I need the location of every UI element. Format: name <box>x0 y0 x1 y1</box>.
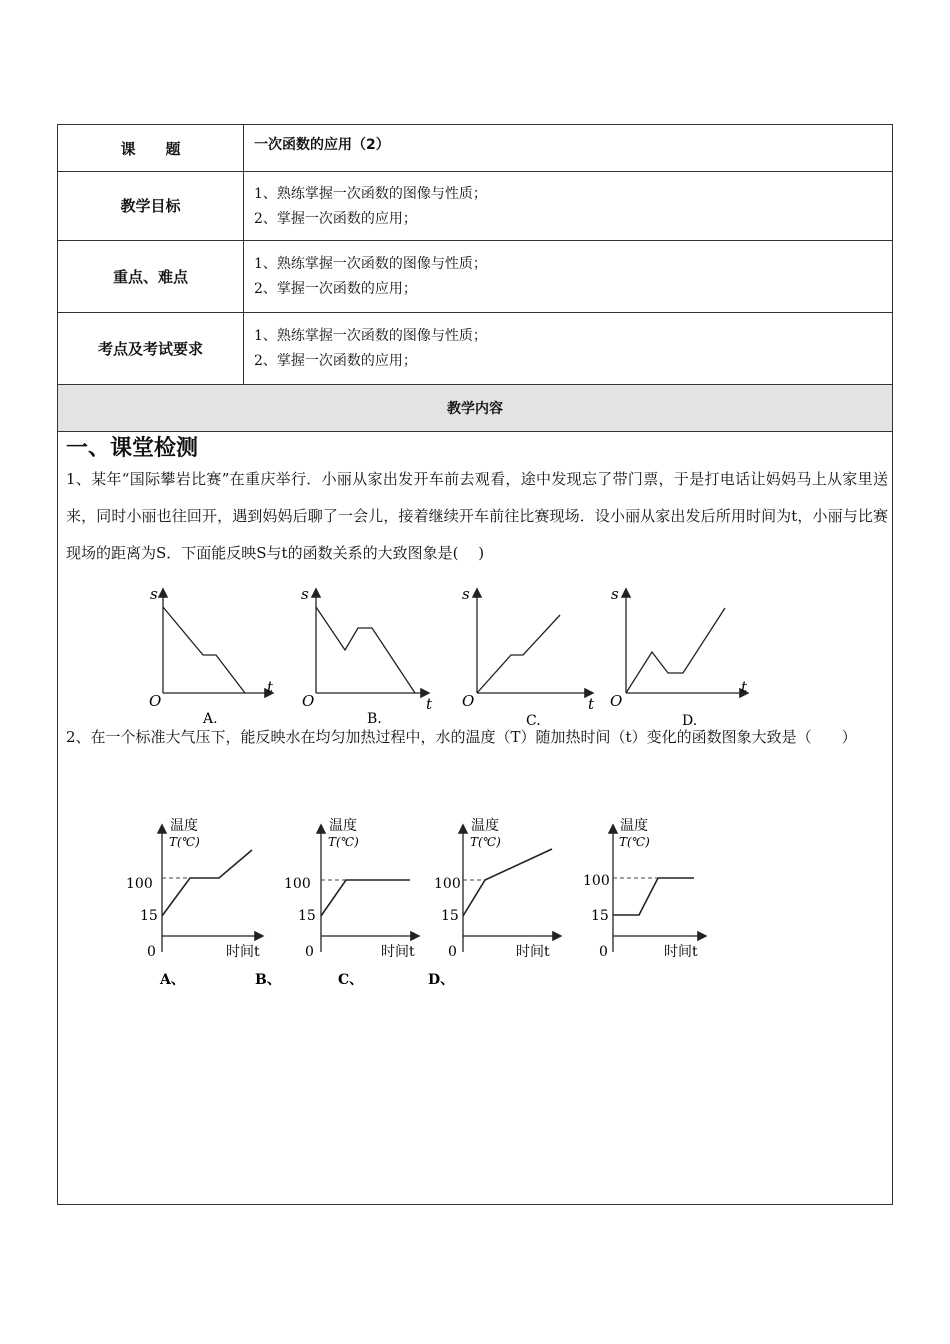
question-1-text: 1、某年“国际攀岩比赛”在重庆举行．小丽从家出发开车前去观看，途中发现忘了带门票，于是打电话让妈妈马上从家里送来，同时小丽也往回开，遇到妈妈后聊了一会儿，接着继续开车前往比赛现场．设小丽从家出发后所用时间为t，小丽与比赛现场的距离为S．下面能反映S与t的函数关系的大致图象是( ) <box>66 470 888 562</box>
topic-label: 课 题 <box>120 139 181 158</box>
content-header: 教学内容 <box>58 385 892 431</box>
x-title: 时间t <box>381 944 415 960</box>
objectives-value <box>254 182 487 232</box>
tick-100: 100 <box>583 873 610 889</box>
tick-15: 15 <box>298 908 316 924</box>
graph-line <box>316 607 415 693</box>
q1-graph-d <box>610 585 748 729</box>
x-title: 时间t <box>664 944 698 960</box>
y-title: 温度 <box>471 818 499 834</box>
q1-graph-b <box>301 585 433 727</box>
q1-graph-c <box>462 585 595 729</box>
objectives-label: 教学目标 <box>120 197 181 215</box>
graph-line <box>321 880 410 916</box>
axis-s-label: s <box>611 585 619 603</box>
graph-line <box>613 878 694 915</box>
tick-15: 15 <box>441 908 459 924</box>
exam-requirements-label: 考点及考试要求 <box>97 339 203 358</box>
x-title: 时间t <box>226 944 260 960</box>
option-d-label: D、 <box>428 972 455 988</box>
option-a-label: A. <box>203 711 218 727</box>
objective-line: 1、熟练掌握一次函数的图像与性质； <box>254 186 487 202</box>
q2-graph-a <box>126 817 262 988</box>
axis-t-label: t <box>741 678 748 696</box>
y-unit: T(℃) <box>619 835 650 849</box>
tick-100: 100 <box>284 876 311 892</box>
x-title: 时间t <box>516 944 550 960</box>
y-title: 温度 <box>170 818 198 834</box>
y-title: 温度 <box>620 818 648 834</box>
axis-t-label: t <box>426 695 433 713</box>
option-b-label: B. <box>367 711 382 727</box>
origin-label: O <box>610 692 623 710</box>
y-unit: T(℃) <box>328 835 359 849</box>
axis-t-label: t <box>267 678 274 696</box>
origin-label: O <box>149 692 162 710</box>
origin-label: 0 <box>448 944 457 960</box>
option-c-label: C. <box>526 713 541 729</box>
graph-line <box>163 607 245 693</box>
exam-requirements-value <box>254 324 487 374</box>
option-a-label: A、 <box>160 972 185 988</box>
axis-s-label: s <box>150 585 158 603</box>
origin-label: 0 <box>147 944 156 960</box>
option-c-label: C、 <box>338 972 364 988</box>
axis-s-label: s <box>301 585 309 603</box>
tick-15: 15 <box>140 908 158 924</box>
axis-t-label: t <box>588 695 595 713</box>
q1-graph-a <box>149 585 274 727</box>
key-point-line: 1、熟练掌握一次函数的图像与性质； <box>254 256 487 272</box>
y-title: 温度 <box>329 818 357 834</box>
q2-graphs <box>0 812 950 997</box>
key-point-line: 2、掌握一次函数的应用； <box>254 281 417 297</box>
exam-line: 1、熟练掌握一次函数的图像与性质； <box>254 328 487 344</box>
question-2-text: 2、在一个标准大气压下，能反映水在均匀加热过程中，水的温度（T）随加热时间（t）变化的函数图象大致是（ ） <box>66 728 857 746</box>
tick-15: 15 <box>591 908 609 924</box>
graph-line <box>626 608 725 693</box>
y-unit: T(℃) <box>470 835 501 849</box>
exam-line: 2、掌握一次函数的应用； <box>254 353 417 369</box>
q2-graph-c <box>338 817 560 988</box>
axis-s-label: s <box>462 585 470 603</box>
graph-line <box>463 849 552 916</box>
graph-line <box>477 615 560 693</box>
tick-100: 100 <box>434 876 461 892</box>
q1-graphs <box>0 575 950 735</box>
y-unit: T(℃) <box>169 835 200 849</box>
objective-line: 2、掌握一次函数的应用； <box>254 211 417 227</box>
graph-line <box>162 850 252 916</box>
origin-label: O <box>462 692 475 710</box>
topic-value: 一次函数的应用（2） <box>254 137 390 153</box>
q2-graph-b <box>255 817 418 988</box>
option-b-label: B、 <box>255 972 281 988</box>
key-points-label: 重点、难点 <box>112 267 188 286</box>
option-d-label: D. <box>682 713 698 729</box>
key-points-value <box>254 252 487 302</box>
column-divider <box>243 125 244 385</box>
origin-label: O <box>302 692 315 710</box>
origin-label: 0 <box>599 944 608 960</box>
section-title: 一、课堂检测 <box>66 436 199 461</box>
tick-100: 100 <box>126 876 153 892</box>
origin-label: 0 <box>305 944 314 960</box>
